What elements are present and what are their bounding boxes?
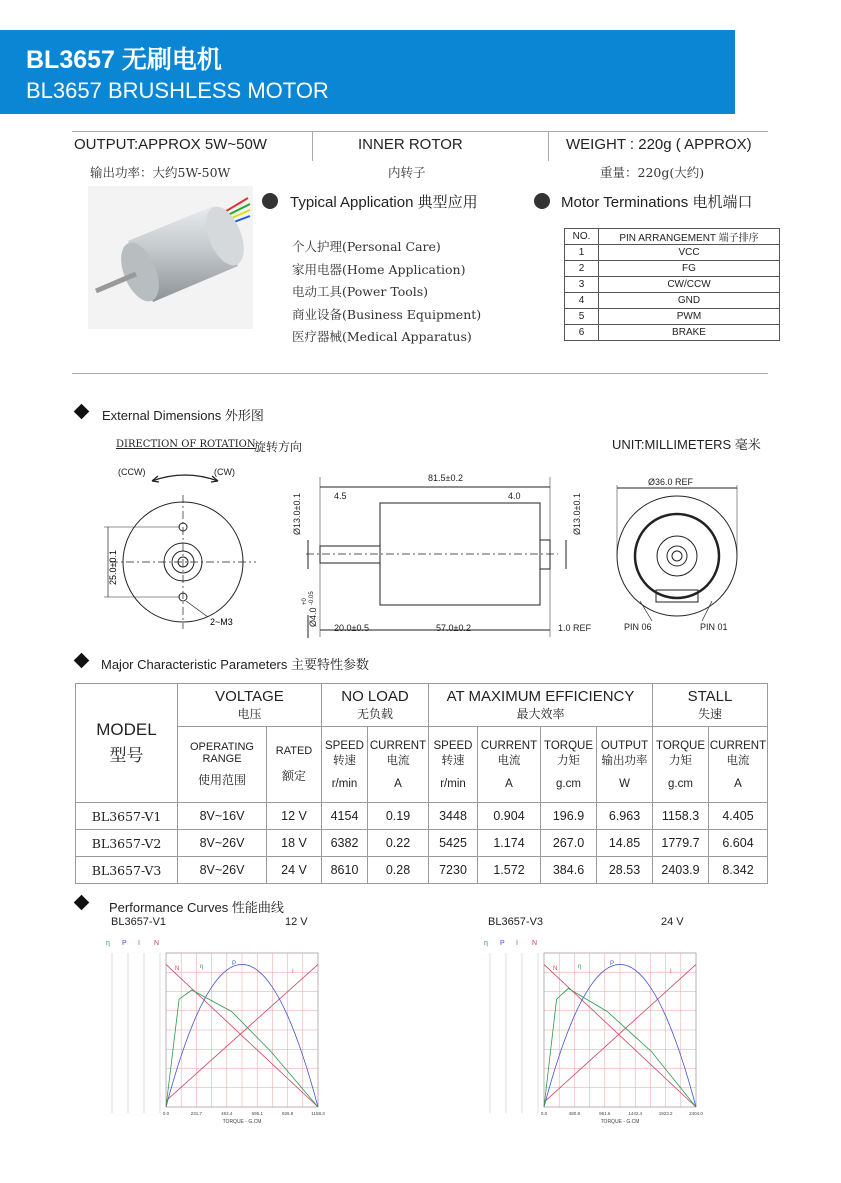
maxeff-header: AT MAXIMUM EFFICIENCY 最大效率 xyxy=(429,684,653,727)
cell: 1.572 xyxy=(478,857,541,884)
spec-output-cn: 输出功率：大约5W-50W xyxy=(90,165,231,180)
application-item: 医疗器械(Medical Apparatus) xyxy=(292,329,472,344)
spec-rotor: INNER ROTOR xyxy=(358,136,463,153)
series-label-i: I xyxy=(670,969,672,975)
curve-right-model: BL3657-V3 xyxy=(488,916,544,928)
cell: 18 V xyxy=(267,830,322,857)
pin-name: FG xyxy=(599,261,780,277)
cell: 12 V xyxy=(267,803,322,830)
cell: 6382 xyxy=(322,830,368,857)
side-view xyxy=(306,477,566,638)
cell: 0.19 xyxy=(368,803,429,830)
dimensions-title: External Dimensions 外形图 xyxy=(102,408,264,423)
pin-name: PWM xyxy=(599,309,780,325)
axis-label: η xyxy=(106,940,110,947)
dim-shaft-tol-top: +0 xyxy=(302,598,308,605)
sub-header: TORQUE 力矩 g.cm xyxy=(653,727,709,803)
dimension-drawing xyxy=(80,455,790,640)
pin-header-no: NO. xyxy=(565,229,599,245)
table-row xyxy=(565,293,780,309)
axis-label: P xyxy=(500,940,505,947)
cell: 3448 xyxy=(429,803,478,830)
table-row xyxy=(76,857,768,884)
pin-no: 2 xyxy=(565,261,599,277)
cell: 8V~26V xyxy=(178,857,267,884)
pin-name: VCC xyxy=(599,245,780,261)
sub-header: SPEED 转速 r/min xyxy=(322,727,368,803)
voltage-header: VOLTAGE 电压 xyxy=(178,684,322,727)
x-tick-label: 231.7 xyxy=(190,1111,203,1116)
noload-header: NO LOAD 无负载 xyxy=(322,684,429,727)
x-tick-label: 961.6 xyxy=(599,1111,611,1116)
cell: 4154 xyxy=(322,803,368,830)
rated-header: RATED 额定 xyxy=(267,727,322,803)
series-label-n: N xyxy=(175,966,180,972)
cell: 384.6 xyxy=(541,857,597,884)
spec-weight: WEIGHT : 220g ( APPROX) xyxy=(566,136,752,153)
dim-10: 1.0 REF xyxy=(558,623,592,633)
pin-no: 5 xyxy=(565,309,599,325)
application-item: 个人护理(Personal Care) xyxy=(292,239,441,254)
table-row xyxy=(565,261,780,277)
title-en: BL3657 BRUSHLESS MOTOR xyxy=(26,78,329,103)
pin-no: 6 xyxy=(565,325,599,341)
model-cell: BL3657-V3 xyxy=(76,857,178,884)
diamond-icon xyxy=(74,404,90,420)
axis-label: η xyxy=(484,940,488,947)
cell: 267.0 xyxy=(541,830,597,857)
x-tick-label: 1923.2 xyxy=(658,1111,673,1116)
bullet-icon xyxy=(534,193,550,209)
table-row xyxy=(565,309,780,325)
sub-header: OUTPUT 输出功率 W xyxy=(597,727,653,803)
application-item: 电动工具(Power Tools) xyxy=(292,284,429,299)
cell: 8610 xyxy=(322,857,368,884)
dim-36: Ø36.0 REF xyxy=(648,477,694,487)
x-tick-label: 926.8 xyxy=(281,1111,294,1116)
pin-name: BRAKE xyxy=(599,325,780,341)
rotation-arrow-icon xyxy=(152,475,218,481)
rotation-label-cn: 旋转方向 xyxy=(254,440,303,454)
dim-shaft-tol-bot: -0.05 xyxy=(309,591,315,605)
cell: 28.53 xyxy=(597,857,653,884)
dim-length: 81.5±0.2 xyxy=(428,473,463,483)
cell: 8.342 xyxy=(709,857,768,884)
table-row xyxy=(565,245,780,261)
spec-divider-2 xyxy=(548,131,549,161)
section-divider xyxy=(72,373,768,374)
x-tick-label: 1442.4 xyxy=(628,1111,643,1116)
sub-header: TORQUE 力矩 g.cm xyxy=(541,727,597,803)
axis-label: P xyxy=(122,940,127,947)
cell: 196.9 xyxy=(541,803,597,830)
bullet-icon xyxy=(262,193,278,209)
parameters-title: Major Characteristic Parameters 主要特性参数 xyxy=(101,657,369,672)
ccw-label: (CCW) xyxy=(118,467,146,477)
curve-left-volt: 12 V xyxy=(285,916,308,928)
cell: 2403.9 xyxy=(653,857,709,884)
dim-dia13-right: Ø13.0±0.1 xyxy=(572,493,582,535)
rotation-label: DIRECTION OF ROTATION xyxy=(116,439,256,450)
spec-divider-top xyxy=(72,131,768,132)
pin-table xyxy=(564,228,780,341)
x-axis-label: TORQUE - G.CM xyxy=(222,1119,262,1125)
x-tick-label: 1158.3 xyxy=(311,1111,325,1116)
cw-label: (CW) xyxy=(214,467,235,477)
parameters-table xyxy=(75,683,768,884)
cell: 0.22 xyxy=(368,830,429,857)
model-cell: BL3657-V2 xyxy=(76,830,178,857)
cell: 6.963 xyxy=(597,803,653,830)
series-label-eta: η xyxy=(200,964,204,970)
dim-45: 4.5 xyxy=(334,491,347,501)
unit-label: UNIT:MILLIMETERS 毫米 xyxy=(612,437,761,452)
series-label-n: N xyxy=(553,966,558,972)
application-title: Typical Application 典型应用 xyxy=(290,194,478,211)
dim-m3: 2~M3 xyxy=(210,617,233,627)
curve-left-model: BL3657-V1 xyxy=(111,916,167,928)
diamond-icon xyxy=(74,653,90,669)
title-cn: BL3657 无刷电机 xyxy=(26,46,222,74)
op-range-header: OPERATING RANGE 使用范围 xyxy=(178,727,267,803)
table-row xyxy=(76,830,768,857)
diamond-icon xyxy=(74,895,90,911)
application-item: 商业设备(Business Equipment) xyxy=(292,306,482,322)
axis-label: I xyxy=(516,940,518,947)
series-label-p: P xyxy=(610,961,615,967)
pin-name: GND xyxy=(599,293,780,309)
application-item: 家用电器(Home Application) xyxy=(292,261,466,277)
curve-chart-right xyxy=(478,935,708,1145)
cell: 5425 xyxy=(429,830,478,857)
sub-header: CURRENT 电流 A xyxy=(368,727,429,803)
series-label-eta: η xyxy=(578,964,582,970)
table-row xyxy=(565,325,780,341)
model-cell: BL3657-V1 xyxy=(76,803,178,830)
axis-label: I xyxy=(138,940,140,947)
pin-name: CW/CCW xyxy=(599,277,780,293)
curve-chart-left xyxy=(100,935,330,1145)
pin-no: 4 xyxy=(565,293,599,309)
pin06-label: PIN 06 xyxy=(624,622,652,632)
x-tick-label: 695.1 xyxy=(251,1111,263,1116)
cell: 0.28 xyxy=(368,857,429,884)
cell: 0.904 xyxy=(478,803,541,830)
series-label-i: I xyxy=(292,969,294,975)
x-tick-label: 0.0 xyxy=(162,1111,170,1116)
application-list xyxy=(292,236,481,349)
dim-dia13-left: Ø13.0±0.1 xyxy=(292,493,302,535)
curves-title: Performance Curves 性能曲线 xyxy=(109,900,284,915)
dim-57: 57.0±0.2 xyxy=(436,623,471,633)
curve-right-volt: 24 V xyxy=(661,916,684,928)
x-tick-label: 0.0 xyxy=(540,1111,548,1116)
pin01-label: PIN 01 xyxy=(700,622,728,632)
spec-weight-cn: 重量：220g(大约) xyxy=(600,165,705,180)
sub-header: CURRENT 电流 A xyxy=(478,727,541,803)
cell: 8V~26V xyxy=(178,830,267,857)
axis-label: N xyxy=(154,940,160,947)
x-tick-label: 463.4 xyxy=(221,1111,233,1116)
cell: 1158.3 xyxy=(653,803,709,830)
series-label-p: P xyxy=(232,961,237,967)
rear-view xyxy=(617,485,737,621)
pin-no: 1 xyxy=(565,245,599,261)
model-header: MODEL 型号 xyxy=(76,684,178,803)
dim-20: 20.0±0.5 xyxy=(334,623,369,633)
axis-label: N xyxy=(532,940,538,947)
dim-40: 4.0 xyxy=(508,491,521,501)
x-tick-label: 2404.0 xyxy=(689,1111,703,1116)
cell: 1779.7 xyxy=(653,830,709,857)
x-axis-label: TORQUE - G.CM xyxy=(600,1119,640,1125)
stall-header: STALL 失速 xyxy=(653,684,768,727)
cell: 24 V xyxy=(267,857,322,884)
front-view xyxy=(104,495,256,629)
cell: 7230 xyxy=(429,857,478,884)
spec-output: OUTPUT:APPROX 5W~50W xyxy=(74,136,267,153)
dim-shaft: Ø4.0 xyxy=(308,607,318,627)
spec-rotor-cn: 内转子 xyxy=(388,165,426,180)
motor-photo xyxy=(88,186,253,329)
pin-header-arrangement: PIN ARRANGEMENT 端子排序 xyxy=(599,229,780,245)
table-row xyxy=(76,803,768,830)
pin-no: 3 xyxy=(565,277,599,293)
cell: 14.85 xyxy=(597,830,653,857)
sub-header: CURRENT 电流 A xyxy=(709,727,768,803)
sub-header: SPEED 转速 r/min xyxy=(429,727,478,803)
cell: 4.405 xyxy=(709,803,768,830)
cell: 8V~16V xyxy=(178,803,267,830)
x-tick-label: 480.8 xyxy=(568,1111,581,1116)
terminations-title: Motor Terminations 电机端口 xyxy=(561,194,753,211)
table-row xyxy=(565,277,780,293)
cell: 6.604 xyxy=(709,830,768,857)
cell: 1.174 xyxy=(478,830,541,857)
dim-25: 25.0±0.1 xyxy=(108,550,118,585)
header-banner xyxy=(0,30,735,114)
spec-divider-1 xyxy=(312,131,313,161)
